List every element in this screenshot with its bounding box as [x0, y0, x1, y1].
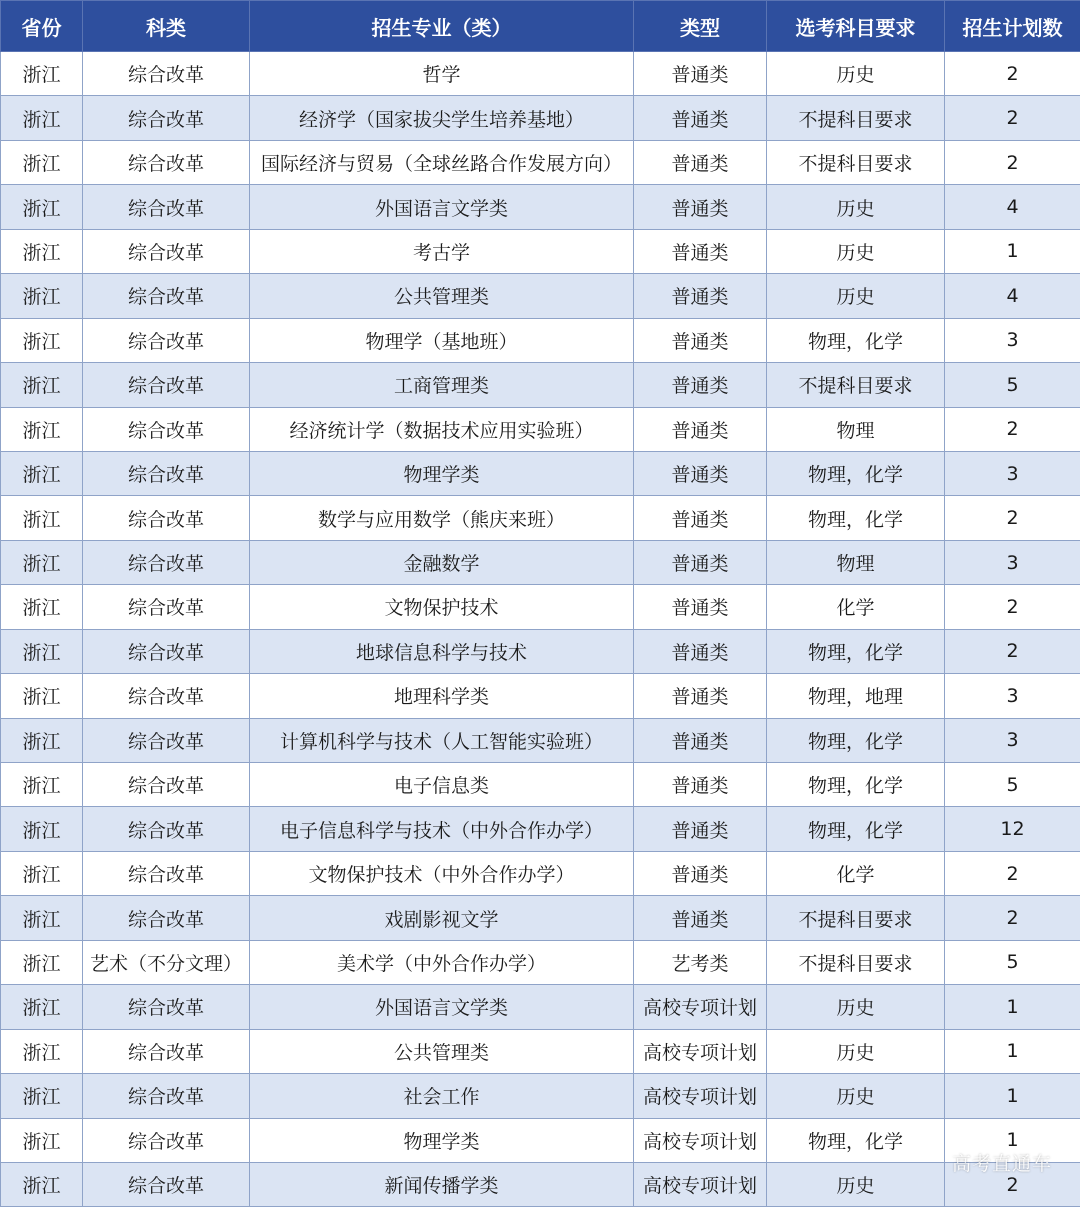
cell-plan-count: 2 [945, 1162, 1080, 1206]
cell-subject-requirement: 化学 [767, 585, 945, 629]
cell-subject-requirement: 历史 [767, 52, 945, 96]
cell-type: 艺考类 [634, 940, 767, 984]
cell-subject-requirement: 物理，化学 [767, 718, 945, 762]
cell-category: 综合改革 [83, 274, 250, 318]
table-row [1, 674, 1080, 718]
table-row [1, 407, 1080, 451]
table-row [1, 1074, 1080, 1118]
cell-plan-count: 2 [945, 629, 1080, 673]
cell-subject-requirement: 历史 [767, 985, 945, 1029]
cell-category: 综合改革 [83, 718, 250, 762]
cell-subject-requirement: 物理，化学 [767, 496, 945, 540]
cell-plan-count: 1 [945, 1118, 1080, 1162]
cell-subject-requirement: 历史 [767, 1074, 945, 1118]
cell-subject-requirement: 物理 [767, 540, 945, 584]
cell-province: 浙江 [1, 496, 83, 540]
cell-province: 浙江 [1, 318, 83, 362]
cell-plan-count: 2 [945, 896, 1080, 940]
cell-category: 综合改革 [83, 629, 250, 673]
cell-type: 普通类 [634, 540, 767, 584]
cell-major: 电子信息类 [250, 763, 634, 807]
cell-province: 浙江 [1, 1162, 83, 1206]
cell-subject-requirement: 物理 [767, 407, 945, 451]
cell-major: 考古学 [250, 229, 634, 273]
cell-plan-count: 2 [945, 407, 1080, 451]
cell-province: 浙江 [1, 185, 83, 229]
cell-province: 浙江 [1, 52, 83, 96]
cell-subject-requirement: 不提科目要求 [767, 140, 945, 184]
cell-category: 综合改革 [83, 674, 250, 718]
table-body [1, 52, 1080, 1207]
cell-type: 普通类 [634, 407, 767, 451]
cell-category: 综合改革 [83, 96, 250, 140]
table-row [1, 585, 1080, 629]
cell-plan-count: 5 [945, 363, 1080, 407]
cell-major: 新闻传播学类 [250, 1162, 634, 1206]
cell-category: 综合改革 [83, 763, 250, 807]
cell-major: 电子信息科学与技术（中外合作办学） [250, 807, 634, 851]
cell-plan-count: 2 [945, 96, 1080, 140]
table-header [1, 1, 1080, 52]
cell-type: 普通类 [634, 763, 767, 807]
cell-province: 浙江 [1, 940, 83, 984]
cell-type: 普通类 [634, 185, 767, 229]
table-row [1, 229, 1080, 273]
cell-category: 综合改革 [83, 807, 250, 851]
table-row [1, 140, 1080, 184]
cell-plan-count: 1 [945, 1029, 1080, 1073]
cell-major: 文物保护技术（中外合作办学） [250, 851, 634, 895]
cell-category: 综合改革 [83, 896, 250, 940]
cell-type: 普通类 [634, 496, 767, 540]
cell-category: 综合改革 [83, 363, 250, 407]
cell-subject-requirement: 物理，化学 [767, 629, 945, 673]
cell-province: 浙江 [1, 451, 83, 495]
cell-type: 普通类 [634, 274, 767, 318]
cell-subject-requirement: 历史 [767, 229, 945, 273]
header-category: 科类 [83, 1, 250, 52]
table-row [1, 1162, 1080, 1206]
cell-plan-count: 5 [945, 763, 1080, 807]
cell-type: 普通类 [634, 718, 767, 762]
cell-category: 综合改革 [83, 1074, 250, 1118]
cell-category: 综合改革 [83, 185, 250, 229]
cell-type: 普通类 [634, 451, 767, 495]
cell-type: 普通类 [634, 585, 767, 629]
cell-major: 物理学类 [250, 451, 634, 495]
table-row [1, 451, 1080, 495]
table-row [1, 851, 1080, 895]
cell-subject-requirement: 不提科目要求 [767, 363, 945, 407]
cell-plan-count: 3 [945, 674, 1080, 718]
cell-category: 综合改革 [83, 407, 250, 451]
cell-province: 浙江 [1, 363, 83, 407]
cell-category: 综合改革 [83, 1029, 250, 1073]
header-plan-count: 招生计划数 [945, 1, 1080, 52]
cell-major: 物理学（基地班） [250, 318, 634, 362]
cell-plan-count: 12 [945, 807, 1080, 851]
header-province: 省份 [1, 1, 83, 52]
cell-province: 浙江 [1, 807, 83, 851]
cell-type: 普通类 [634, 807, 767, 851]
table-row [1, 807, 1080, 851]
cell-type: 高校专项计划 [634, 1162, 767, 1206]
cell-province: 浙江 [1, 96, 83, 140]
cell-category: 综合改革 [83, 140, 250, 184]
cell-province: 浙江 [1, 763, 83, 807]
cell-province: 浙江 [1, 629, 83, 673]
cell-major: 经济学（国家拔尖学生培养基地） [250, 96, 634, 140]
header-subject-requirement: 选考科目要求 [767, 1, 945, 52]
table-row [1, 274, 1080, 318]
cell-major: 地理科学类 [250, 674, 634, 718]
cell-province: 浙江 [1, 585, 83, 629]
table-row [1, 629, 1080, 673]
cell-subject-requirement: 物理，化学 [767, 318, 945, 362]
cell-subject-requirement: 物理，化学 [767, 451, 945, 495]
cell-category: 综合改革 [83, 52, 250, 96]
table-row [1, 96, 1080, 140]
cell-province: 浙江 [1, 229, 83, 273]
cell-subject-requirement: 历史 [767, 274, 945, 318]
cell-province: 浙江 [1, 1074, 83, 1118]
watermark: 高考直通车 [952, 1149, 1052, 1176]
cell-plan-count: 2 [945, 496, 1080, 540]
cell-type: 普通类 [634, 229, 767, 273]
cell-major: 公共管理类 [250, 1029, 634, 1073]
table-row [1, 1029, 1080, 1073]
cell-plan-count: 2 [945, 851, 1080, 895]
header-major: 招生专业（类） [250, 1, 634, 52]
cell-type: 普通类 [634, 896, 767, 940]
cell-category: 综合改革 [83, 229, 250, 273]
cell-major: 美术学（中外合作办学） [250, 940, 634, 984]
cell-type: 普通类 [634, 96, 767, 140]
cell-plan-count: 2 [945, 52, 1080, 96]
header-row [1, 1, 1080, 52]
cell-plan-count: 3 [945, 718, 1080, 762]
cell-major: 文物保护技术 [250, 585, 634, 629]
cell-category: 艺术（不分文理） [83, 940, 250, 984]
cell-subject-requirement: 不提科目要求 [767, 940, 945, 984]
cell-category: 综合改革 [83, 540, 250, 584]
cell-plan-count: 1 [945, 1074, 1080, 1118]
cell-major: 哲学 [250, 52, 634, 96]
cell-province: 浙江 [1, 140, 83, 184]
cell-type: 普通类 [634, 140, 767, 184]
cell-type: 普通类 [634, 851, 767, 895]
table-row [1, 940, 1080, 984]
cell-subject-requirement: 历史 [767, 1029, 945, 1073]
cell-major: 数学与应用数学（熊庆来班） [250, 496, 634, 540]
cell-plan-count: 3 [945, 540, 1080, 584]
cell-category: 综合改革 [83, 985, 250, 1029]
cell-subject-requirement: 物理，化学 [767, 1118, 945, 1162]
cell-province: 浙江 [1, 674, 83, 718]
cell-plan-count: 4 [945, 185, 1080, 229]
cell-type: 普通类 [634, 629, 767, 673]
cell-subject-requirement: 历史 [767, 185, 945, 229]
cell-subject-requirement: 历史 [767, 1162, 945, 1206]
table-row [1, 540, 1080, 584]
cell-province: 浙江 [1, 274, 83, 318]
cell-category: 综合改革 [83, 318, 250, 362]
cell-province: 浙江 [1, 718, 83, 762]
cell-type: 普通类 [634, 318, 767, 362]
cell-subject-requirement: 物理，化学 [767, 763, 945, 807]
cell-major: 外国语言文学类 [250, 985, 634, 1029]
table-row [1, 896, 1080, 940]
cell-major: 公共管理类 [250, 274, 634, 318]
cell-major: 计算机科学与技术（人工智能实验班） [250, 718, 634, 762]
cell-type: 普通类 [634, 52, 767, 96]
cell-subject-requirement: 不提科目要求 [767, 896, 945, 940]
cell-plan-count: 2 [945, 140, 1080, 184]
cell-type: 高校专项计划 [634, 1118, 767, 1162]
cell-plan-count: 3 [945, 318, 1080, 362]
cell-province: 浙江 [1, 851, 83, 895]
cell-subject-requirement: 物理，地理 [767, 674, 945, 718]
cell-major: 社会工作 [250, 1074, 634, 1118]
cell-subject-requirement: 物理，化学 [767, 807, 945, 851]
table-row [1, 185, 1080, 229]
table-row [1, 985, 1080, 1029]
cell-category: 综合改革 [83, 585, 250, 629]
cell-category: 综合改革 [83, 851, 250, 895]
cell-plan-count: 3 [945, 451, 1080, 495]
cell-type: 高校专项计划 [634, 1029, 767, 1073]
cell-type: 高校专项计划 [634, 1074, 767, 1118]
cell-province: 浙江 [1, 540, 83, 584]
cell-category: 综合改革 [83, 1162, 250, 1206]
cell-major: 外国语言文学类 [250, 185, 634, 229]
cell-major: 工商管理类 [250, 363, 634, 407]
table-row [1, 496, 1080, 540]
cell-category: 综合改革 [83, 451, 250, 495]
cell-province: 浙江 [1, 407, 83, 451]
header-type: 类型 [634, 1, 767, 52]
cell-major: 戏剧影视文学 [250, 896, 634, 940]
cell-plan-count: 2 [945, 585, 1080, 629]
cell-subject-requirement: 化学 [767, 851, 945, 895]
cell-type: 高校专项计划 [634, 985, 767, 1029]
table-row [1, 363, 1080, 407]
cell-major: 经济统计学（数据技术应用实验班） [250, 407, 634, 451]
table-row [1, 318, 1080, 362]
cell-category: 综合改革 [83, 496, 250, 540]
cell-major: 地球信息科学与技术 [250, 629, 634, 673]
cell-plan-count: 5 [945, 940, 1080, 984]
table-row [1, 718, 1080, 762]
cell-province: 浙江 [1, 896, 83, 940]
cell-major: 金融数学 [250, 540, 634, 584]
cell-province: 浙江 [1, 1118, 83, 1162]
table-row [1, 52, 1080, 96]
table-row [1, 763, 1080, 807]
cell-subject-requirement: 不提科目要求 [767, 96, 945, 140]
table-row [1, 1118, 1080, 1162]
cell-major: 国际经济与贸易（全球丝路合作发展方向） [250, 140, 634, 184]
cell-major: 物理学类 [250, 1118, 634, 1162]
cell-plan-count: 1 [945, 985, 1080, 1029]
cell-plan-count: 1 [945, 229, 1080, 273]
cell-plan-count: 4 [945, 274, 1080, 318]
cell-type: 普通类 [634, 674, 767, 718]
cell-type: 普通类 [634, 363, 767, 407]
cell-province: 浙江 [1, 985, 83, 1029]
cell-category: 综合改革 [83, 1118, 250, 1162]
cell-province: 浙江 [1, 1029, 83, 1073]
